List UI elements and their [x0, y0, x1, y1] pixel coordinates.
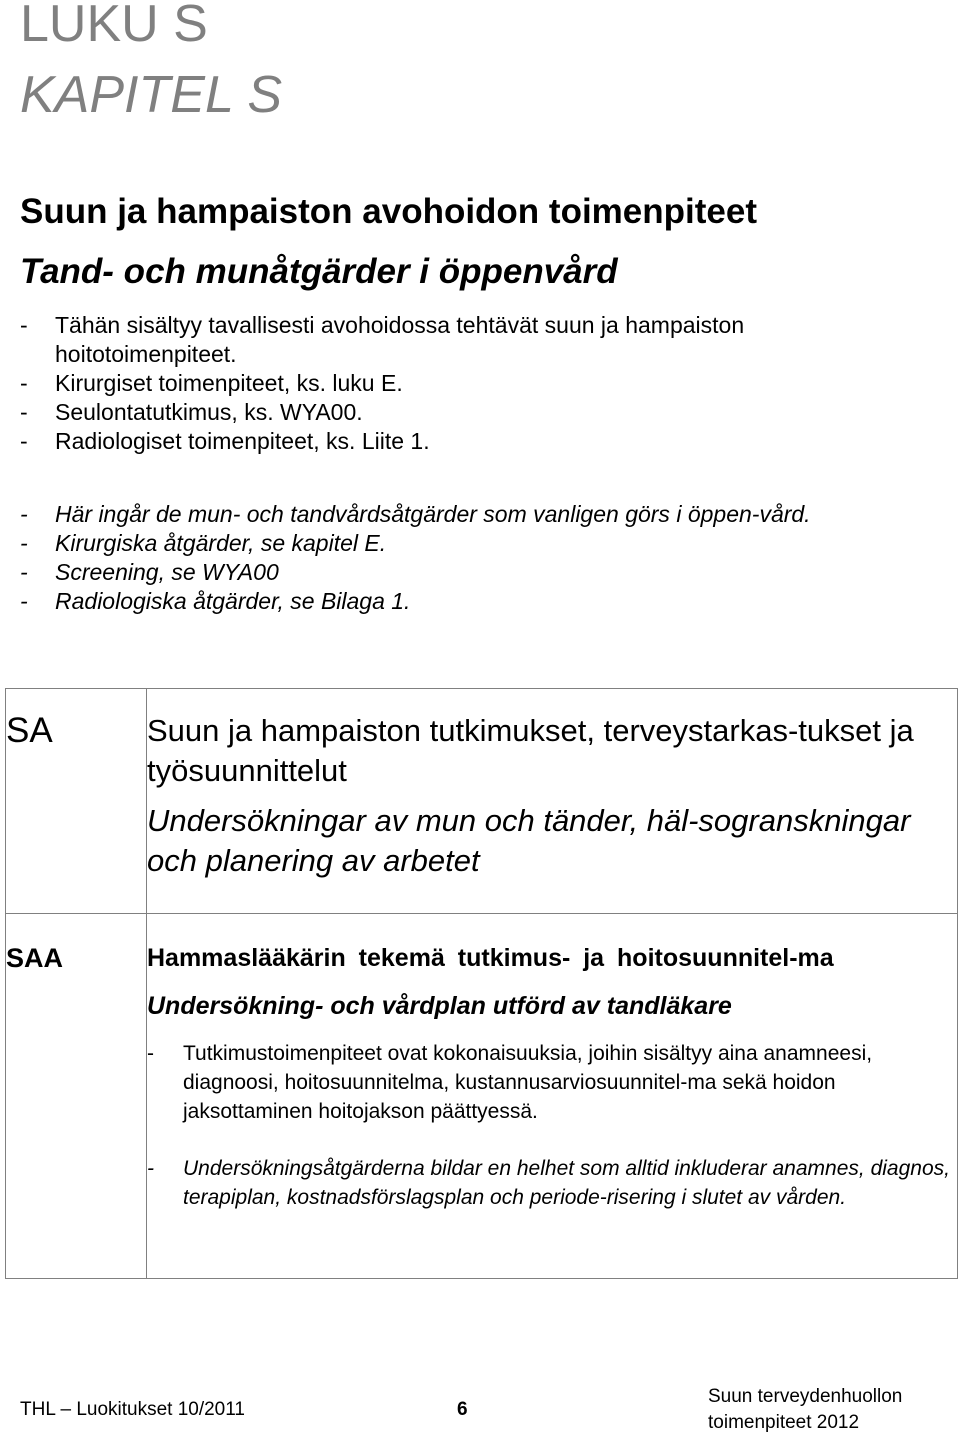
footer-publisher: THL – Luokitukset 10/2011 — [20, 1399, 245, 1420]
section-title-fi: Suun ja hampaiston avohoidon toimenpiteet — [20, 192, 757, 231]
note-item: - Radiologiset toimenpiteet, ks. Liite 1. — [20, 428, 430, 454]
chapter-title-sv: KAPITEL S — [20, 66, 283, 124]
footer-document-title — [708, 1384, 902, 1436]
notes-list-fi — [20, 311, 920, 456]
code-title-sv: Undersökningar av mun och tänder, häl-sogranskningar och planering av arbetet — [147, 803, 911, 878]
footer-doc-line: Suun terveydenhuollon — [708, 1386, 903, 1407]
notes-list-sv — [20, 500, 920, 616]
note-item: - Tutkimustoimenpiteet ovat kokonaisuuksia, joihin sisältyy aina anamneesi, diagnoosi, hoitosuunnitelma, kustannusarviosuunnitel-ma sekä hoidon jaksottaminen hoitojakson päättyessä. — [147, 1042, 873, 1123]
code-label: SAA — [6, 943, 64, 973]
note-item: - Seulontatutkimus, ks. WYA00. — [20, 399, 363, 425]
section-title-sv: Tand- och munåtgärder i öppenvård — [20, 252, 618, 291]
chapter-title-fi: LUKU S — [20, 0, 208, 53]
note-item: - Kirurgiset toimenpiteet, ks. luku E. — [20, 370, 403, 396]
code-title-fi: Suun ja hampaiston tutkimukset, terveystarkas-tukset ja työsuunnittelut — [147, 713, 914, 788]
note-item: - Undersökningsåtgärderna bildar en helhet som alltid inkluderar anamnes, diagnos, terapiplan, kostnadsförslagsplan och periode-risering i slutet av vården. — [147, 1157, 950, 1209]
note-item: - Här ingår de mun- och tandvårdsåtgärder som vanligen görs i öppen-vård. — [20, 501, 811, 527]
code-table — [5, 688, 958, 1279]
code-cell — [6, 689, 147, 914]
code-notes — [147, 1039, 957, 1212]
footer-doc-line: toimenpiteet 2012 — [708, 1412, 860, 1433]
table-row — [6, 914, 958, 1279]
description-cell — [147, 914, 958, 1279]
code-cell — [6, 914, 147, 1279]
code-title-sv: Undersökning- och vårdplan utförd av tandläkare — [147, 992, 732, 1020]
code-title-fi: Hammaslääkärin tekemä tutkimus- ja hoitosuunnitel-ma — [147, 944, 834, 972]
note-item: - Kirurgiska åtgärder, se kapitel E. — [20, 530, 387, 556]
note-item: - Radiologiska åtgärder, se Bilaga 1. — [20, 588, 411, 614]
page-number: 6 — [457, 1399, 468, 1420]
code-label: SA — [6, 711, 53, 750]
table-row — [6, 689, 958, 914]
note-item: - Tähän sisältyy tavallisesti avohoidossa tehtävät suun ja hampaiston hoitotoimenpiteet. — [20, 312, 745, 367]
description-cell — [147, 689, 958, 914]
note-item: - Screening, se WYA00 — [20, 559, 279, 585]
